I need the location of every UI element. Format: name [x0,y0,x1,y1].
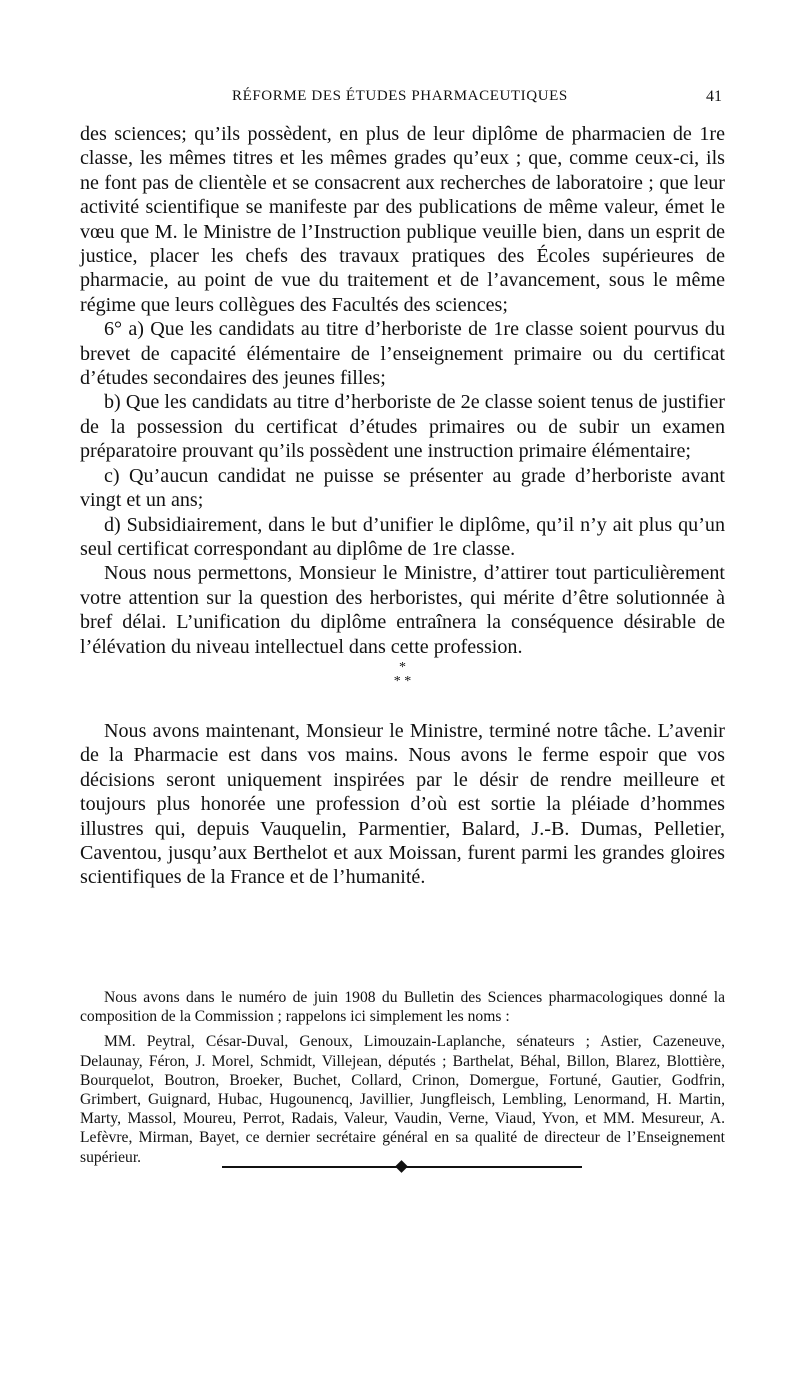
commission-note [80,988,725,1173]
paragraph-2: 6° a) Que les candidats au titre d’herboriste de 1re classe soient pourvus du brevet de capacité élémentaire de l’enseignement primaire ou du certificat d’études secondaires des jeunes filles; [80,318,725,390]
paragraph-4: c) Qu’aucun candidat ne puisse se présenter au grade d’herboriste avant vingt et un ans; [80,464,725,512]
paragraph-1: des sciences; qu’ils possèdent, en plus de leur diplôme de pharmacien de 1re classe, les mêmes titres et les mêmes grades qu’eux ; que, comme ceux-ci, ils ne font pas de clientèle et se consacrent aux recherches de laboratoire ; que leur activité scientifique se manifeste par des publications de même valeur, émet le vœu que M. le Ministre de l’Instruction publique veuille bien, dans un esprit de justice, placer les chefs des travaux pratiques des Écoles supérieures de pharmacie, au point de vue du traitement et de l’avancement, sous le même régime que leurs collègues des Facultés des sciences; [80,123,725,316]
paragraph-3: b) Que les candidats au titre d’herboriste de 2e classe soient tenus de justifier de la possession du certificat d’études primaires ou de subir un examen préparatoire prouvant qu’ils possèdent une instruction primaire élémentaire; [80,391,725,463]
diamond-ornament-icon [395,1160,408,1173]
paragraph-7: Nous avons maintenant, Monsieur le Ministre, terminé notre tâche. L’avenir de la Pharmacie est dans vos mains. Nous avons le ferme espoir que vos décisions seront uniquement inspirées par le désir de rendre meilleure et toujours plus honorée une profession d’où est sortie la pléiade d’hommes illustres qui, depuis Vauquelin, Parmentier, Balard, J.-B. Dumas, Pelletier, Caventou, jusqu’aux Berthelot et aux Moissan, furent parmi les grandes gloires scientifiques de la France et de l’humanité. [80,719,725,889]
running-title: RÉFORME DES ÉTUDES PHARMACEUTIQUES [232,88,568,104]
running-header [82,88,722,110]
main-text [80,122,725,890]
page-number: 41 [706,88,722,105]
paragraph-5: d) Subsidiairement, dans le but d’unifier le diplôme, qu’il n’y ait plus qu’un seul certificat correspondant au diplôme de 1re classe. [80,513,725,560]
paragraph-6: Nous nous permettons, Monsieur le Ministre, d’attirer tout particulièrement votre attention sur la question des herboristes, qui mérite d’être solutionnée à bref délai. L’unification du diplôme entraînera la conséquence désirable de l’élévation du niveau intellectuel dans cette profession. [80,562,725,658]
note-intro: Nous avons dans le numéro de juin 1908 du Bulletin des Sciences pharmacologiques donné la composition de la Commission ; rappelons ici simplement les noms : [80,989,725,1026]
note-members: MM. Peytral, César-Duval, Genoux, Limouzain-Laplanche, sénateurs ; Astier, Cazeneuve, Delaunay, Féron, J. Morel, Schmidt, Villejean, députés ; Barthelat, Béhal, Billon, Blarez, Blottière, Bourquelot, Boutron, Broeker, Buchet, Collard, Crinon, Domergue, Fortuné, Gautier, Godfrin, Grimbert, Guignard, Hubac, Hugounencq, Javillier, Jungfleisch, Lembling, Lenormand, H. Martin, Marty, Massol, Moureu, Perrot, Radais, Valeur, Vaudin, Verne, Viaud, Yvon, et MM. Mesureur, A. Lefèvre, Mirman, Bayet, ce dernier secrétaire général en sa qualité de directeur de l’Enseignement supérieur. [80,1033,725,1166]
end-ornament-rule [222,1160,582,1174]
asterism-separator: * * * [393,659,412,689]
